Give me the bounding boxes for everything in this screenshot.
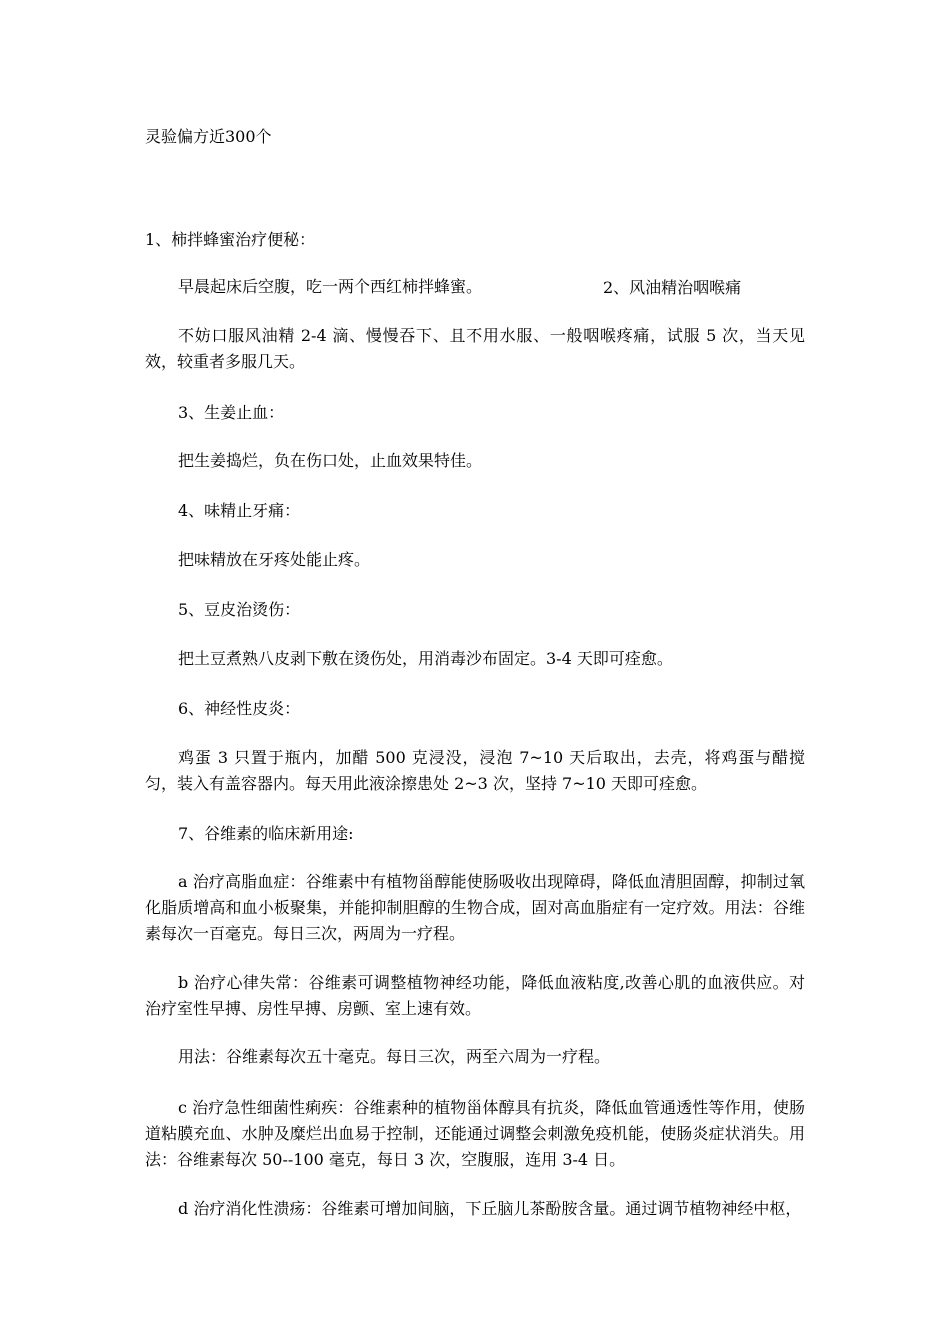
remedy-paragraph-6: 鸡蛋 3 只置于瓶内，加醋 500 克浸没，浸泡 7~10 天后取出，去壳，将鸡蛋与醋搅匀，装入有盖容器内。每天用此液涂擦患处 2~3 次，坚持 7~10 天即可痊愈。: [145, 748, 805, 793]
remedy-paragraph-4: 把味精放在牙疼处能止疼。: [178, 550, 371, 569]
remedy-paragraph-7b-usage: 用法：谷维素每次五十毫克。每日三次，两至六周为一疗程。: [178, 1047, 611, 1066]
remedy-paragraph-7d: d 治疗消化性溃疡：谷维素可增加间脑，下丘脑儿茶酚胺含量。通过调节植物神经中枢，: [178, 1199, 802, 1218]
remedy-heading-6: 6、神经性皮炎：: [178, 699, 301, 718]
document-title: 灵验偏方近300个: [145, 127, 272, 146]
remedy-heading-1: 1、柿拌蜂蜜治疗便秘：: [145, 230, 316, 249]
remedy-heading-3: 3、生姜止血：: [178, 403, 285, 422]
remedy-paragraph-7c: c 治疗急性细菌性痢疾：谷维素种的植物甾体醇具有抗炎，降低血管通透性等作用，使肠道粘膜充血、水肿及糜烂出血易于控制，还能通过调整会刺激免疫机能，使肠炎症状消失。用法：谷维素每次 50--100 毫克，每日 3 次，空腹服，连用 3-4 日。: [145, 1098, 805, 1169]
remedy-paragraph-7b: b 治疗心律失常：谷维素可调整植物神经功能，降低血液粘度,改善心肌的血液供应。对治疗室性早搏、房性早搏、房颤、室上速有效。: [145, 973, 805, 1018]
remedy-paragraph-7a: a 治疗高脂血症：谷维素中有植物甾醇能使肠吸收出现障碍，降低血清胆固醇，抑制过氧化脂质增高和血小板聚集，并能抑制胆醇的生物合成，固对高血脂症有一定疗效。用法：谷维素每次一百毫克。每日三次，两周为一疗程。: [145, 872, 805, 943]
remedy-paragraph-3: 把生姜捣烂，负在伤口处，止血效果特佳。: [178, 451, 483, 470]
remedy-heading-4: 4、味精止牙痛：: [178, 501, 301, 520]
remedy-paragraph-1: 早晨起床后空腹，吃一两个西红柿拌蜂蜜。: [178, 277, 483, 296]
remedy-paragraph-2: 不妨口服风油精 2-4 滴、慢慢吞下、且不用水服、一般咽喉疼痛，试服 5 次，当天见效，较重者多服几天。: [145, 326, 805, 371]
remedy-heading-5: 5、豆皮治烫伤：: [178, 600, 301, 619]
remedy-heading-2: 2、风油精治咽喉痛: [603, 278, 742, 297]
remedy-heading-7: 7、谷维素的临床新用途:: [178, 824, 354, 843]
remedy-paragraph-5: 把土豆煮熟八皮剥下敷在烫伤处，用消毒沙布固定。3-4 天即可痊愈。: [178, 649, 673, 668]
